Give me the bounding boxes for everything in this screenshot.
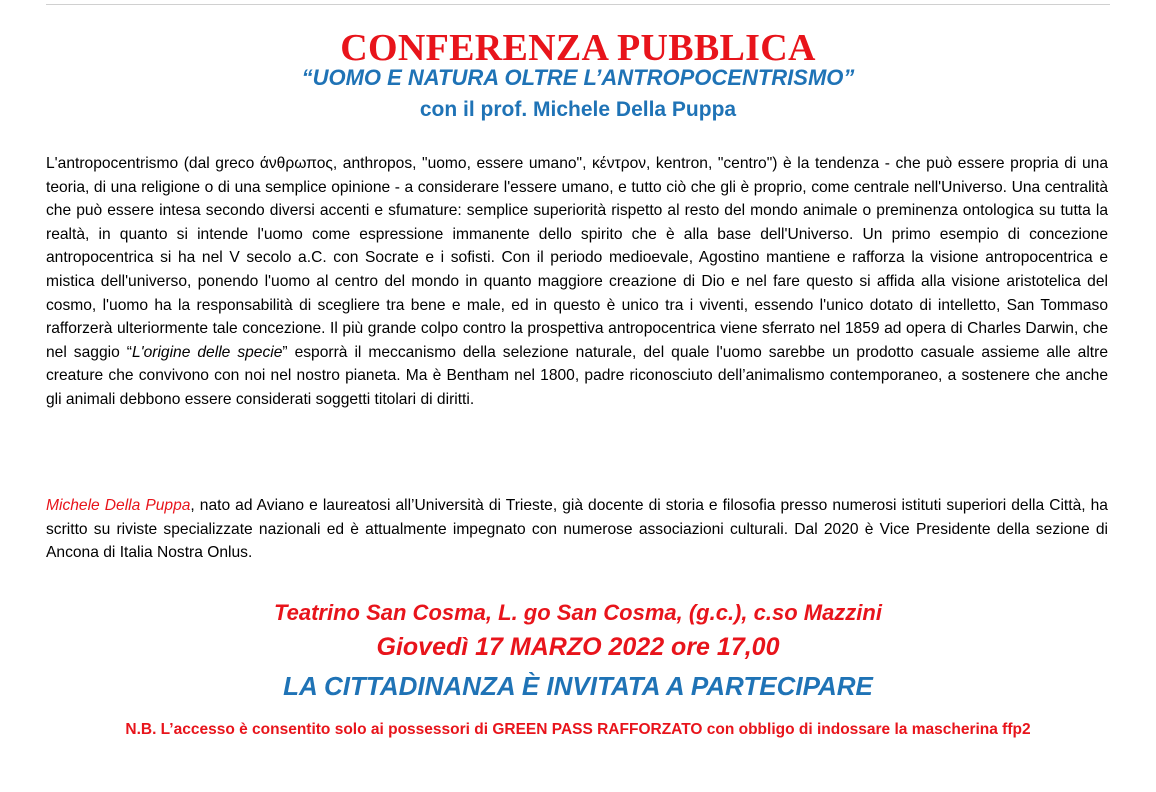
page-title: CONFERENZA PUBBLICA: [340, 27, 816, 69]
event-venue: Teatrino San Cosma, L. go San Cosma, (g.c.), c.so Mazzini: [274, 600, 882, 625]
intro-paragraph: [46, 152, 1108, 412]
intro-text-part2: ” esporrà il meccanismo della selezione naturale, del quale l'uomo sarebbe un prodotto casuale assieme alle altre creature che convivono con noi nel nostro pianeta. Ma è Bentham nel 1800, padre riconosciuto dell’animalismo contemporaneo, a sostenere che anche gli animali debbono essere considerati soggetti titolari di diritti.: [46, 343, 1109, 408]
top-rule: [46, 4, 1110, 5]
conference-subtitle: “UOMO E NATURA OLTRE L’ANTROPOCENTRISMO”: [301, 65, 855, 90]
invitation-line: LA CITTADINANZA È INVITATA A PARTECIPARE: [283, 671, 873, 701]
speaker-line: con il prof. Michele Della Puppa: [419, 98, 737, 121]
bio-paragraph: [46, 494, 1108, 565]
access-note: N.B. L’accesso è consentito solo ai possessori di GREEN PASS RAFFORZATO con obbligo di indossare la mascherina ffp2: [125, 721, 1031, 738]
bio-name: Michele Della Puppa: [46, 497, 191, 514]
book-title: L'origine delle specie: [131, 343, 283, 361]
bio-text: , nato ad Aviano e laureatosi all’Università di Trieste, già docente di storia e filosofia presso numerosi istituti superiori della Città, ha scritto su riviste specializzate nazionali ed è attualmente impegnato con numerose associazioni culturali. Dal 2020 è Vice Presidente della sezione di Ancona di Italia Nostra Onlus.: [46, 497, 1108, 562]
intro-text-part1: L'antropocentrismo (dal greco άνθρωπος, anthropos, "uomo, essere umano", κέντρον, kentron, "centro") è la tendenza - che può essere propria di una teoria, di una religione o di una semplice opinione - a considerare l'essere umano, e tutto ciò che gli è proprio, come centrale nell'Universo. Una centralità che può essere intesa secondo diversi accenti e sfumature: semplice superiorità rispetto al resto del mondo animale o preminenza ontologica su tutta la realtà, in quanto si intende l'uomo come espressione immanente dello spirito che è alla base dell'Universo. Un primo esempio di concezione antropocentrica si ha nel V secolo a.C. con Socrate e i sofisti. Con il periodo medioevale, Agostino mantiene e rafforza la visione antropocentrica e mistica dell'universo, ponendo l'uomo al centro del mondo in quanto maggiore creazione di Dio e nel fare questo si affida alla visione aristotelica del cosmo, l'uomo ha la responsabilità di scegliere tra bene e male, ed in questo è unico tra i viventi, essendo l'unico dotato di intelletto, San Tommaso rafforzerà ulteriormente tale concezione. Il più grande colpo contro la prospettiva antropocentrica viene sferrato nel 1859 ad opera di Charles Darwin, che nel saggio “: [46, 155, 1108, 361]
event-datetime: Giovedì 17 MARZO 2022 ore 17,00: [376, 633, 780, 661]
